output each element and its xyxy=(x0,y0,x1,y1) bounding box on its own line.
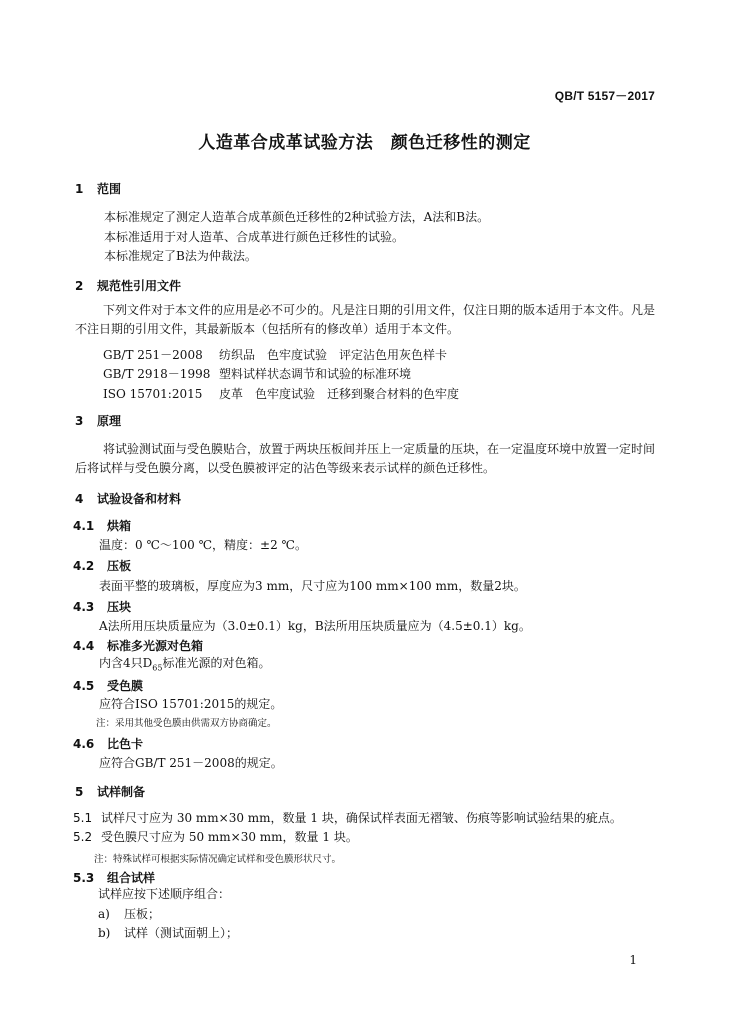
reference-title: 塑料试样状态调节和试验的标准环境 xyxy=(219,367,412,381)
section-4-heading xyxy=(75,490,181,507)
subsection-number: 5.3 xyxy=(73,871,95,885)
reference-title: 纺织品 色牢度试验 评定沾色用灰色样卡 xyxy=(219,348,448,362)
section-number: 4 xyxy=(75,492,84,506)
paragraph: 应符合GB/T 251－2008的规定。 xyxy=(99,756,283,770)
subsection-title: 压板 xyxy=(107,559,132,573)
subsection-title: 比色卡 xyxy=(107,737,144,751)
subsection-heading xyxy=(73,677,143,694)
numbered-clause xyxy=(73,811,622,826)
section-number: 5 xyxy=(75,785,84,799)
paragraph: 本标准适用于对人造革、合成革进行颜色迁移性的试验。 xyxy=(104,230,405,244)
list-text: 压板； xyxy=(124,907,161,921)
reference-code: GB/T 251－2008 xyxy=(103,348,203,362)
clause-text: 受色膜尺寸应为 50 mm×30 mm，数量 1 块。 xyxy=(101,830,358,844)
subsection-title: 压块 xyxy=(107,600,132,614)
list-marker: a) xyxy=(98,907,110,921)
subsection-title: 组合试样 xyxy=(107,871,156,885)
clause-number: 5.2 xyxy=(73,830,93,844)
paragraph: 本标准规定了B法为仲裁法。 xyxy=(104,249,257,263)
clause-number: 5.1 xyxy=(73,811,93,825)
section-title: 原理 xyxy=(97,414,122,428)
subsection-heading xyxy=(73,557,131,574)
standard-code: QB/T 5157－2017 xyxy=(554,89,655,103)
page-number: 1 xyxy=(629,953,637,967)
list-marker: b) xyxy=(98,926,111,940)
list-text: 试样（测试面朝上）； xyxy=(124,926,239,940)
reference-code: GB/T 2918－1998 xyxy=(103,367,211,381)
section-number: 2 xyxy=(75,279,84,293)
reference-code: ISO 15701:2015 xyxy=(103,387,203,401)
subsection-heading xyxy=(73,517,131,534)
reference-title: 皮革 色牢度试验 迁移到聚合材料的色牢度 xyxy=(219,387,460,401)
note: 注：采用其他受色膜由供需双方协商确定。 xyxy=(96,718,277,729)
paragraph: 应符合ISO 15701:2015的规定。 xyxy=(99,697,283,711)
paragraph: 温度：0 ℃～100 ℃，精度：±2 ℃。 xyxy=(99,538,307,552)
paragraph xyxy=(99,656,270,675)
paragraph: 本标准规定了测定人造革合成革颜色迁移性的2种试验方法，A法和B法。 xyxy=(104,210,490,224)
section-5-heading xyxy=(75,783,145,800)
list-item xyxy=(98,926,238,941)
reference-item xyxy=(103,385,459,402)
list-item xyxy=(98,907,160,922)
note: 注：特殊试样可根据实际情况确定试样和受色膜形状尺寸。 xyxy=(94,854,342,865)
paragraph: 将试验测试面与受色膜贴合，放置于两块压板间并压上一定质量的压块，在一定温度环境中放置一定时间后将试样与受色膜分离，以受色膜被评定的沾色等级来表示试样的颜色迁移性。 xyxy=(75,442,656,475)
subsection-number: 4.6 xyxy=(73,737,95,751)
section-title: 范围 xyxy=(97,182,122,196)
section-number: 3 xyxy=(75,414,84,428)
subsection-title: 受色膜 xyxy=(107,679,144,693)
paragraph: A法所用压块质量应为（3.0±0.1）kg，B法所用压块质量应为（4.5±0.1）kg。 xyxy=(99,619,531,633)
subsection-heading xyxy=(73,869,155,886)
subscript: 65 xyxy=(152,663,163,673)
document-title: 人造革合成革试验方法 颜色迁移性的测定 xyxy=(198,133,531,153)
subsection-title: 烘箱 xyxy=(107,519,132,533)
clause-text: 试样尺寸应为 30 mm×30 mm，数量 1 块，确保试样表面无褶皱、伤痕等影响试验结果的疵点。 xyxy=(101,811,622,825)
subsection-title: 标准多光源对色箱 xyxy=(107,639,204,653)
subsection-heading xyxy=(73,735,143,752)
subsection-number: 4.3 xyxy=(73,600,95,614)
subsection-heading xyxy=(73,637,203,654)
section-title: 规范性引用文件 xyxy=(97,279,182,293)
paragraph: 试样应按下述顺序组合： xyxy=(98,887,231,901)
subsection-number: 4.2 xyxy=(73,559,95,573)
section-2-heading xyxy=(75,277,181,294)
reference-item xyxy=(103,346,447,363)
reference-item xyxy=(103,365,411,382)
paragraph: 表面平整的玻璃板，厚度应为3 mm，尺寸应为100 mm×100 mm，数量2块。 xyxy=(99,579,526,593)
subsection-number: 4.4 xyxy=(73,639,95,653)
text-segment: 标准光源的对色箱。 xyxy=(162,656,271,670)
section-number: 1 xyxy=(75,182,84,196)
section-3-heading xyxy=(75,412,121,429)
section-title: 试验设备和材料 xyxy=(97,492,182,506)
numbered-clause xyxy=(73,830,358,845)
subsection-number: 4.5 xyxy=(73,679,95,693)
paragraph: 下列文件对于本文件的应用是必不可少的。凡是注日期的引用文件，仅注日期的版本适用于本文件。凡是不注日期的引用文件，其最新版本（包括所有的修改单）适用于本文件。 xyxy=(75,303,656,336)
section-1-heading xyxy=(75,180,121,197)
subsection-heading xyxy=(73,598,131,615)
subsection-number: 4.1 xyxy=(73,519,95,533)
section-title: 试样制备 xyxy=(97,785,146,799)
text-segment: 内含4只D xyxy=(99,656,153,670)
